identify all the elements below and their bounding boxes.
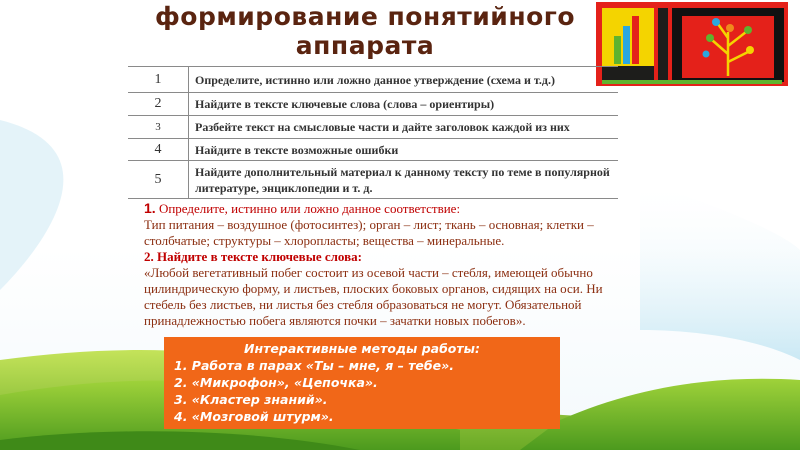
section1-number: 1. <box>144 200 156 216</box>
step-text: Найдите в тексте ключевые слова (слова – ориентиры) <box>189 93 619 116</box>
steps-table <box>128 66 618 199</box>
table-row <box>128 116 618 139</box>
step-text: Разбейте текст на смысловые части и дайте заголовок каждой из них <box>189 116 619 139</box>
interactive-methods-box <box>164 337 560 429</box>
tree-growth-chart-logo <box>596 2 788 86</box>
section1-heading <box>144 200 624 217</box>
list-item: 1. Работа в парах «Ты – мне, я – тебе». <box>174 358 454 373</box>
methods-list <box>164 357 560 425</box>
section1-heading-text: Определите, истинно или ложно данное соответствие: <box>158 201 461 216</box>
list-item: 4. «Мозговой штурм». <box>174 409 334 424</box>
list-item: 3. «Кластер знаний». <box>174 392 328 407</box>
table-row <box>128 139 618 161</box>
table-row <box>128 67 618 93</box>
table-row <box>128 161 618 199</box>
section2-body: «Любой вегетативный побег состоит из осевой части – стебля, имеющей обычно цилиндрическую форму, и листьев, плоских боковых органов, сидящих на оси. Ни стебель без листьев, ни листья без стебля образоваться не могут. Обязательной принадлежностью побега являются почки – зачатки новых побегов». <box>144 265 603 328</box>
exercise-content <box>144 200 624 329</box>
page-title: формирование понятийного аппарата <box>154 2 576 60</box>
section1-body: Тип питания – воздушное (фотосинтез); орган – лист; ткань – основная; клетки – столбчатые; структуры – хлоропласты; вещества – минеральные. <box>144 217 594 248</box>
step-text: Определите, истинно или ложно данное утверждение (схема и т.д.) <box>189 67 619 93</box>
step-number: 3 <box>128 116 189 139</box>
section2-heading: 2. Найдите в тексте ключевые слова: <box>144 249 362 264</box>
list-item: 2. «Микрофон», «Цепочка». <box>174 375 378 390</box>
step-number: 4 <box>128 139 189 161</box>
step-number: 1 <box>128 67 189 93</box>
table-row <box>128 93 618 116</box>
methods-heading: Интерактивные методы работы: <box>244 341 480 356</box>
step-text: Найдите дополнительный материал к данному тексту по теме в популярной литературе, энциклопедии и т. д. <box>189 161 619 199</box>
step-number: 2 <box>128 93 189 116</box>
step-text: Найдите в тексте возможные ошибки <box>189 139 619 161</box>
step-number: 5 <box>128 161 189 199</box>
